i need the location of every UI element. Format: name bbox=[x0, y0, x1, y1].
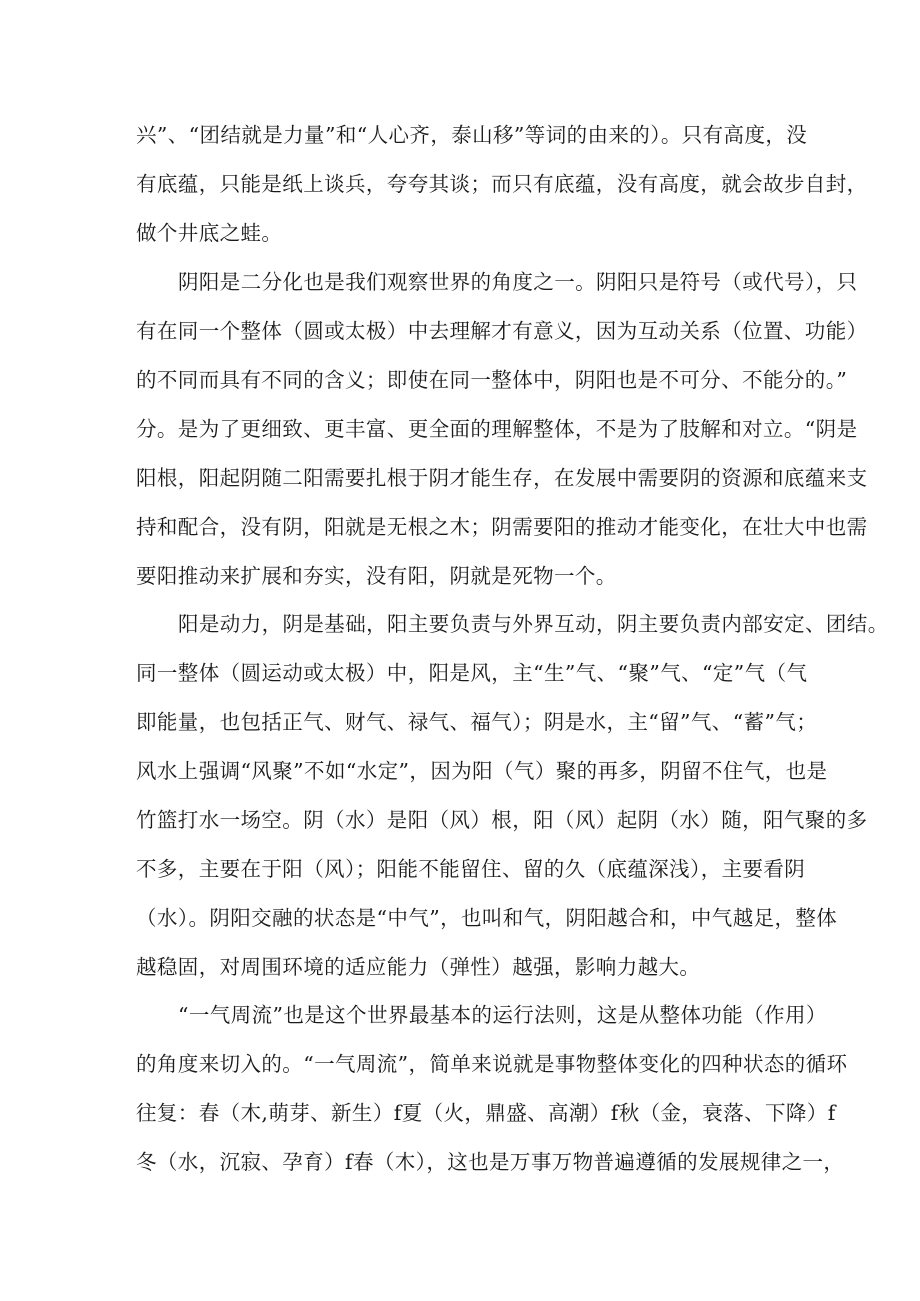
text-line: 持和配合，没有阴，阳就是无根之木；阴需要阳的推动才能变化，在壮大中也需 bbox=[136, 515, 868, 539]
text-line: 往复：春（木,萌芽、新生）f夏（火，鼎盛、高潮）f秋（金，衰落、下降）f bbox=[136, 1101, 836, 1125]
text-line: 阳是动力，阴是基础，阳主要负责与外界互动，阴主要负责内部安定、团结。 bbox=[178, 612, 889, 636]
text-line: 的不同而具有不同的含义；即使在同一整体中，阴阳也是不可分、不能分的。” bbox=[136, 368, 848, 392]
text-line: 要阳推动来扩展和夯实，没有阳，阴就是死物一个。 bbox=[136, 564, 617, 588]
text-line: “一气周流”也是这个世界最基本的运行法则，这是从整体功能（作用） bbox=[178, 1003, 827, 1027]
text-line: 阴阳是二分化也是我们观察世界的角度之一。阴阳只是符号（或代号），只 bbox=[178, 270, 858, 294]
text-line: 的角度来切入的。“一气周流”，简单来说就是事物整体变化的四种状态的循环 bbox=[136, 1052, 848, 1076]
text-line: 不多，主要在于阳（风）；阳能不能留住、留的久（底蕴深浅），主要看阴 bbox=[136, 857, 806, 881]
text-line: 风水上强调“风聚”不如“水定”，因为阳（气）聚的再多，阴留不住气，也是 bbox=[136, 759, 828, 783]
text-line: 同一整体（圆运动或太极）中，阳是风，主“生”气、“聚”气、“定”气（气 bbox=[136, 661, 808, 685]
text-line: 阳根，阳起阴随二阳需要扎根于阴才能生存，在发展中需要阴的资源和底蕴来支 bbox=[136, 466, 868, 490]
text-line: 分。是为了更细致、更丰富、更全面的理解整体，不是为了肢解和对立。“阴是 bbox=[136, 417, 858, 441]
text-line: 有底蕴，只能是纸上谈兵，夸夸其谈；而只有底蕴，没有高度，就会故步自封， bbox=[136, 172, 868, 196]
text-line: 兴”、“团结就是力量”和“人心齐，泰山移”等词的由来的）。只有高度，没 bbox=[136, 123, 808, 147]
text-line: 越稳固，对周围环境的适应能力（弹性）越强，影响力越大。 bbox=[136, 955, 701, 979]
text-line: 即能量，也包括正气、财气、禄气、福气）；阴是水，主“留”气、“蓄”气； bbox=[136, 710, 818, 734]
text-line: 冬（水，沉寂、孕育）f春（木），这也是万事万物普遍遵循的发展规律之一， bbox=[136, 1150, 845, 1174]
text-line: （水）。阴阳交融的状态是“中气”，也叫和气，阴阳越合和，中气越足，整体 bbox=[136, 906, 838, 930]
text-line: 有在同一个整体（圆或太极）中去理解才有意义，因为互动关系（位置、功能） bbox=[136, 319, 868, 343]
text-line: 竹篮打水一场空。阴（水）是阳（风）根，阳（风）起阴（水）随，阳气聚的多 bbox=[136, 808, 868, 832]
text-line: 做个井底之蛙。 bbox=[136, 221, 283, 245]
